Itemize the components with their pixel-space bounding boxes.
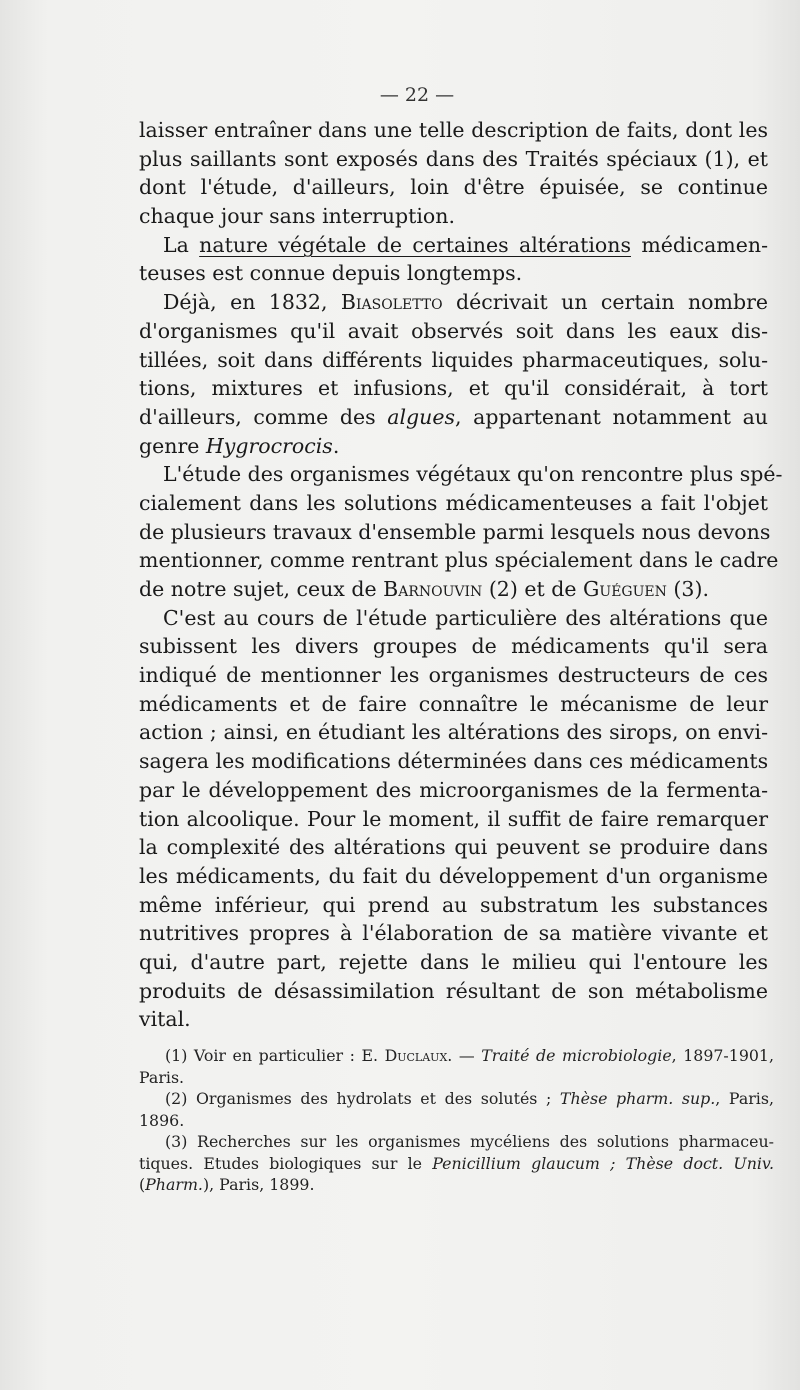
underlined-phrase: nature végétale de certaines altérations bbox=[199, 232, 631, 257]
author-name: Biasoletto bbox=[340, 290, 443, 315]
text-line: teuses est connue depuis longtemps. bbox=[139, 261, 523, 286]
footnote-2-cont: 1896. bbox=[139, 1110, 185, 1130]
text-line: tion alcoolique. Pour le moment, il suffit de faire remarquer bbox=[139, 806, 768, 831]
text-line: dont l'étude, d'ailleurs, loin d'être épuisée, se continue bbox=[139, 175, 768, 200]
text-line: cialement dans les solutions médicamenteuses a fait l'objet bbox=[139, 490, 768, 515]
text-line: La nature végétale de certaines altérations médicamen- bbox=[163, 232, 768, 257]
author-name: Barnouvin bbox=[383, 577, 483, 601]
author-name: Guéguen bbox=[583, 577, 667, 601]
text-line: produits de désassimilation résultant de son métabolisme bbox=[139, 978, 768, 1003]
footnote-3-cont: (Pharm.), Paris, 1899. bbox=[139, 1175, 315, 1194]
text-line: C'est au cours de l'étude particulière des altérations que bbox=[163, 605, 768, 630]
body-text bbox=[139, 116, 783, 1034]
text-line: plus saillants sont exposés dans des Traités spéciaux (1), et bbox=[139, 146, 768, 171]
text-line: mentionner, comme rentrant plus spécialement dans le cadre bbox=[139, 548, 779, 573]
text-line: subissent les divers groupes de médicaments qu'il sera bbox=[139, 634, 768, 659]
text-line: indiqué de mentionner les organismes destructeurs de ces bbox=[139, 663, 768, 688]
text-line: médicaments et de faire connaître le mécanisme de leur bbox=[139, 691, 768, 716]
text-line: nutritives propres à l'élaboration de sa matière vivante et bbox=[139, 921, 768, 946]
footnote-1-cont: Paris. bbox=[139, 1067, 185, 1087]
text-line: même inférieur, qui prend au substratum les substances bbox=[139, 892, 768, 917]
text-line: laisser entraîner dans une telle description de faits, dont les bbox=[139, 118, 768, 142]
text-line: la complexité des altérations qui peuvent se produire dans bbox=[139, 835, 768, 860]
footnote-2: (2) Organismes des hydrolats et des solutés ; Thèse pharm. sup., Paris, bbox=[165, 1089, 774, 1108]
text-line: les médicaments, du fait du développement d'un organisme bbox=[139, 863, 768, 888]
text-line: d'ailleurs, comme des algues, appartenant notamment au bbox=[139, 404, 769, 429]
text-line: tillées, soit dans différents liquides pharmaceutiques, solu- bbox=[139, 347, 768, 372]
text-line: de plusieurs travaux d'ensemble parmi lesquels nous devons bbox=[139, 519, 771, 544]
text-line: tions, mixtures et infusions, et qu'il considérait, à tort bbox=[139, 376, 768, 401]
footnotes bbox=[139, 1045, 774, 1196]
text-line: L'étude des organismes végétaux qu'on rencontre plus spé- bbox=[163, 462, 783, 487]
text-line: action ; ainsi, en étudiant les altérations des sirops, on envi- bbox=[139, 720, 768, 745]
footnote-3-cont: tiques. Etudes biologiques sur le Penicillium glaucum ; Thèse doct. Univ. bbox=[139, 1153, 774, 1173]
text-line: chaque jour sans interruption. bbox=[139, 204, 455, 229]
text-line: Déjà, en 1832, Biasoletto décrivait un certain nombre bbox=[163, 290, 769, 315]
page-number: — 22 — bbox=[379, 84, 455, 106]
text-line: genre Hygrocrocis. bbox=[139, 433, 340, 458]
footnote-1: (1) Voir en particulier : E. Duclaux. — Traité de microbiologie, 1897-1901, bbox=[165, 1046, 774, 1065]
footnote-3: (3) Recherches sur les organismes mycéliens des solutions pharmaceu- bbox=[165, 1132, 774, 1151]
text-line: sagera les modifications déterminées dans ces médicaments bbox=[139, 749, 769, 774]
text-line: d'organismes qu'il avait observés soit dans les eaux dis- bbox=[139, 318, 768, 343]
text-line: qui, d'autre part, rejette dans le milieu qui l'entoure les bbox=[139, 949, 768, 974]
text-line: vital. bbox=[139, 1007, 191, 1032]
text-line: de notre sujet, ceux de Barnouvin (2) et de Guéguen (3). bbox=[139, 577, 709, 601]
text-line: par le développement des microorganismes de la fermenta- bbox=[139, 777, 768, 802]
